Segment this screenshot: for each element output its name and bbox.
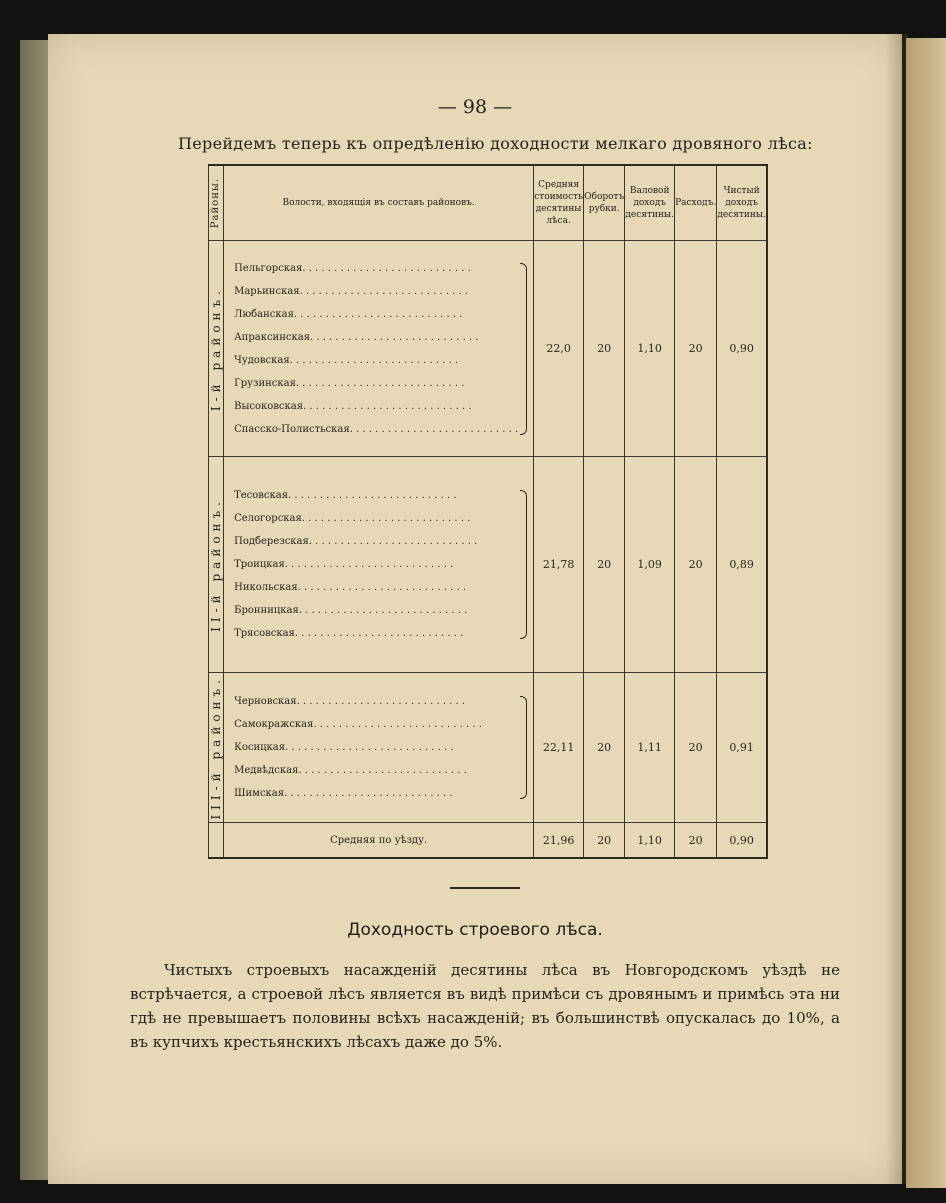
header-turnover: Оборотъ рубки. [584,165,625,241]
region-3-name: ІІІ-й районъ. [209,673,224,823]
region-2-gross-income: 1,09 [625,457,675,673]
list-item: Грузинская . . . [234,372,518,395]
region-2-avg-cost: 21,78 [534,457,584,673]
header-gross-income: Валовой доходъ десятины. [625,165,675,241]
page-number: — 98 — [437,96,513,118]
list-item: Черновская . . . [234,690,518,713]
brace [520,490,527,639]
list-item: Косицкая . . . [234,736,518,759]
region-1-avg-cost: 22,0 [534,241,584,457]
region-1-volosti [224,241,534,457]
list-item: Марьинская . . . [234,280,518,303]
body-paragraph: Чистыхъ строевыхъ насажденій десятины лѣса въ Новгородскомъ уѣздѣ не встрѣчается, а строевой лѣсъ является въ видѣ примѣси съ дровянымъ и примѣсь эта ни гдѣ не превышаетъ половины всѣхъ насажденій; въ большинствѣ опускалась до 10%, а въ купчихъ крестьянскихъ лѣсахъ даже до 5%. [130,961,840,1051]
average-avg-cost: 21,96 [534,823,584,859]
table-row-region-2 [209,457,768,673]
table-header-row [209,165,768,241]
list-item: Самокражская . . . [234,713,518,736]
brace [520,263,527,435]
table-row-region-3 [209,673,768,823]
header-rayon: Районы. [209,165,224,241]
average-expense: 20 [675,823,717,859]
region-3-avg-cost: 22,11 [534,673,584,823]
list-item: Бронницкая . . . [234,599,518,622]
section-divider [450,887,520,889]
next-page-edge [906,38,946,1188]
book-page [48,34,902,1184]
region-1-expense: 20 [675,241,717,457]
region-2-name: ІІ-й районъ. [209,457,224,673]
list-item: Медвѣдская . . . [234,759,518,782]
table-row-region-1 [209,241,768,457]
list-item: Пельгорская . . . [234,257,518,280]
table-row-average [209,823,768,859]
region-1-net-income: 0,90 [717,241,767,457]
region-3-turnover: 20 [584,673,625,823]
list-item: Чудовская . . . [234,349,518,372]
list-item: Троицкая . . . [234,553,518,576]
list-item: Апраксинская . . . [234,326,518,349]
region-3-net-income: 0,91 [717,673,767,823]
list-item: Высоковская . . . [234,395,518,418]
region-3-expense: 20 [675,673,717,823]
region-2-volosti [224,457,534,673]
average-empty-cell [209,823,224,859]
region-1-turnover: 20 [584,241,625,457]
region-3-volosti [224,673,534,823]
header-net-income: Чистый доходъ десятины. [717,165,767,241]
list-item: Тесовская . . . [234,484,518,507]
list-item: Шимская . . . [234,782,518,805]
brace [520,696,527,799]
region-1-name: І-й районъ. [209,241,224,457]
average-label: Средняя по уѣзду. [224,823,534,859]
list-item: Селогорская . . . [234,507,518,530]
list-item: Никольская . . . [234,576,518,599]
region-2-turnover: 20 [584,457,625,673]
average-net-income: 0,90 [717,823,767,859]
list-item: Подберезская . . . [234,530,518,553]
average-turnover: 20 [584,823,625,859]
page-gutter-shadow [886,34,908,1184]
region-2-net-income: 0,89 [717,457,767,673]
list-item: Любанская . . . [234,303,518,326]
header-avg-cost: Средняя стоимость десятины лѣса. [534,165,584,241]
list-item: Трясовская . . . [234,622,518,645]
income-table [208,164,768,859]
section-title: Доходность строевого лѣса. [347,920,603,940]
list-item: Спасско-Полистьская . . . [234,418,518,441]
header-volosti: Волости, входящія въ составъ районовъ. [224,165,534,241]
average-gross-income: 1,10 [625,823,675,859]
header-expense: Расходъ. [675,165,717,241]
region-2-expense: 20 [675,457,717,673]
region-1-gross-income: 1,10 [625,241,675,457]
region-3-gross-income: 1,11 [625,673,675,823]
intro-text: Перейдемъ теперь къ опредѣленію доходности мелкаго дровяного лѣса: [178,134,813,153]
